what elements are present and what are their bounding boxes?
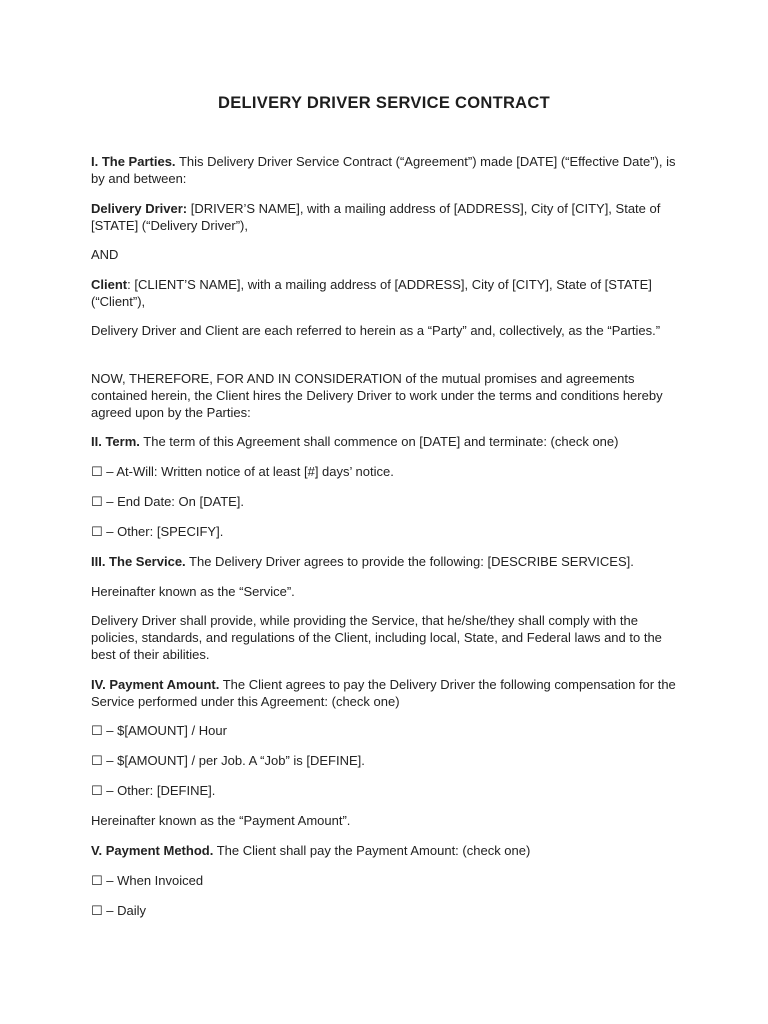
delivery-driver-section	[91, 200, 681, 234]
now-therefore-clause: NOW, THEREFORE, FOR AND IN CONSIDERATION of the mutual promises and agreements contained herein, the Client hires the Delivery Driver to work under the terms and conditions hereby agreed upon by the Parties:	[91, 371, 663, 420]
parties-text: This Delivery Driver Service Contract (“Agreement”) made [DATE] (“Effective Date”), is by and between:	[91, 154, 676, 186]
service-text: The Delivery Driver agrees to provide the following: [DESCRIBE SERVICES].	[189, 554, 634, 569]
client-text: : [CLIENT’S NAME], with a mailing address of [ADDRESS], City of [CITY], State of [STATE] (“Client”),	[91, 277, 652, 309]
term-option-at-will: ☐ – At-Will: Written notice of at least [#] days’ notice.	[91, 464, 394, 479]
parties-section	[91, 153, 681, 187]
payment-option-other: ☐ – Other: [DEFINE].	[91, 783, 216, 798]
client-label: Client	[91, 277, 128, 292]
term-heading: II. Term.	[91, 434, 140, 449]
term-text: The term of this Agreement shall commence on [DATE] and terminate: (check one)	[143, 434, 619, 449]
document-title: DELIVERY DRIVER SERVICE CONTRACT	[217, 94, 550, 112]
term-option-other: ☐ – Other: [SPECIFY].	[91, 524, 224, 539]
term-section	[91, 433, 681, 450]
payment-method-section	[91, 842, 681, 859]
payment-method-heading: V. Payment Method.	[91, 843, 214, 858]
service-compliance: Delivery Driver shall provide, while providing the Service, that he/she/they shall comply with the policies, standards, and regulations of the Client, including local, State, and Federal laws and to the best of their abilities.	[91, 613, 662, 662]
payment-option-hour: ☐ – $[AMOUNT] / Hour	[91, 723, 227, 738]
delivery-driver-label: Delivery Driver:	[91, 201, 188, 216]
payment-method-option-invoiced: ☐ – When Invoiced	[91, 873, 204, 888]
payment-method-text: The Client shall pay the Payment Amount: (check one)	[216, 843, 531, 858]
term-option-end-date: ☐ – End Date: On [DATE].	[91, 494, 245, 509]
payment-method-option-daily: ☐ – Daily	[91, 903, 147, 918]
client-section	[91, 276, 681, 310]
and-text: AND	[91, 247, 119, 262]
payment-amount-text: The Client agrees to pay the Delivery Driver the following compensation for the Service performed under this Agreement: (check one)	[91, 677, 676, 709]
payment-amount-heading: IV. Payment Amount.	[91, 677, 220, 692]
service-section	[91, 553, 681, 570]
delivery-driver-text: [DRIVER’S NAME], with a mailing address of [ADDRESS], City of [CITY], State of [STATE] (“Delivery Driver”),	[91, 201, 661, 233]
parties-heading: I. The Parties.	[91, 154, 176, 169]
service-heading: III. The Service.	[91, 554, 186, 569]
payment-amount-section	[91, 676, 681, 710]
payment-amount-known-as: Hereinafter known as the “Payment Amount”.	[91, 813, 351, 828]
service-known-as: Hereinafter known as the “Service”.	[91, 584, 295, 599]
payment-option-job: ☐ – $[AMOUNT] / per Job. A “Job” is [DEFINE].	[91, 753, 365, 768]
parties-definition: Delivery Driver and Client are each referred to herein as a “Party” and, collectively, as the “Parties.”	[91, 323, 661, 338]
